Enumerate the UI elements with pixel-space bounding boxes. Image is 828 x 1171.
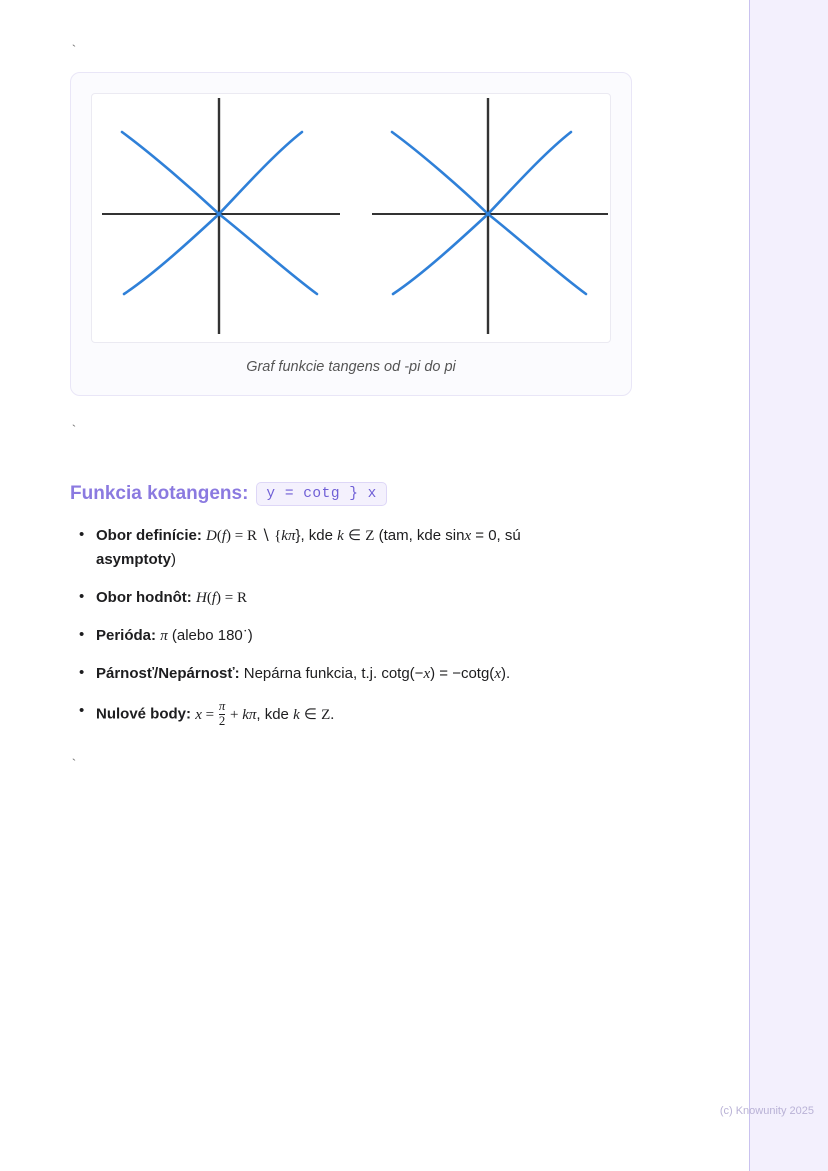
figure-card bbox=[70, 72, 632, 396]
list-item bbox=[70, 586, 590, 610]
fraction-pi-over-2: $\frac{\pi}{2}$ bbox=[218, 699, 226, 728]
figure-plot-area bbox=[91, 93, 611, 343]
property-label-domain: Obor definície: bbox=[96, 527, 202, 544]
list-item bbox=[70, 524, 590, 572]
left-curve-upper-left bbox=[122, 132, 219, 214]
right-curve-upper-left bbox=[392, 132, 488, 214]
property-value-parity: Nepárna funkcia, t.j. cotg(−x) = −cotg(x). bbox=[243, 665, 511, 682]
property-label-range: Obor hodnôt: bbox=[96, 588, 192, 606]
right-curve-upper-right bbox=[488, 132, 571, 214]
left-curve-lower-right bbox=[219, 214, 317, 294]
right-sidebar-strip bbox=[749, 0, 828, 1171]
list-item bbox=[70, 662, 590, 686]
property-label-parity: Párnosť/Nepárnosť: bbox=[96, 665, 240, 682]
property-value-zeros: x = $\frac{\pi}{2}$ + kπ, kde k ∈ Z. bbox=[195, 699, 335, 728]
property-label-zeros: Nulové body: bbox=[96, 705, 192, 723]
figure-caption: Graf funkcie tangens od -pi do pi bbox=[246, 359, 456, 375]
property-value-range: H(f) = R bbox=[195, 589, 247, 606]
tick-mark-top: ` bbox=[70, 43, 78, 58]
section-heading-label: Funkcia kotangens: bbox=[70, 483, 249, 504]
property-value-period: π (alebo 180˙) bbox=[160, 626, 253, 644]
document-content bbox=[70, 0, 670, 772]
tick-mark-bottom: ` bbox=[70, 757, 78, 772]
left-curve-lower-left bbox=[124, 214, 219, 294]
code-chip-cotg: y = cotg } x bbox=[256, 482, 386, 506]
right-curve-lower-right bbox=[488, 214, 586, 294]
right-curve-lower-left bbox=[393, 214, 488, 294]
list-item bbox=[70, 624, 590, 648]
section-heading bbox=[70, 482, 670, 506]
property-value-domain: D(f) = R ∖ {kπ}, kde k ∈ Z (tam, kde sinx = 0, sú asymptoty) bbox=[96, 527, 521, 569]
left-curve-upper-right bbox=[219, 132, 302, 214]
properties-list bbox=[70, 524, 590, 728]
tangent-graph-svg bbox=[92, 94, 611, 340]
list-item bbox=[70, 700, 590, 728]
copyright-note: (c) Knowunity 2025 bbox=[719, 1105, 814, 1117]
tick-mark-middle: ` bbox=[70, 423, 78, 438]
property-label-period: Perióda: bbox=[96, 626, 157, 644]
